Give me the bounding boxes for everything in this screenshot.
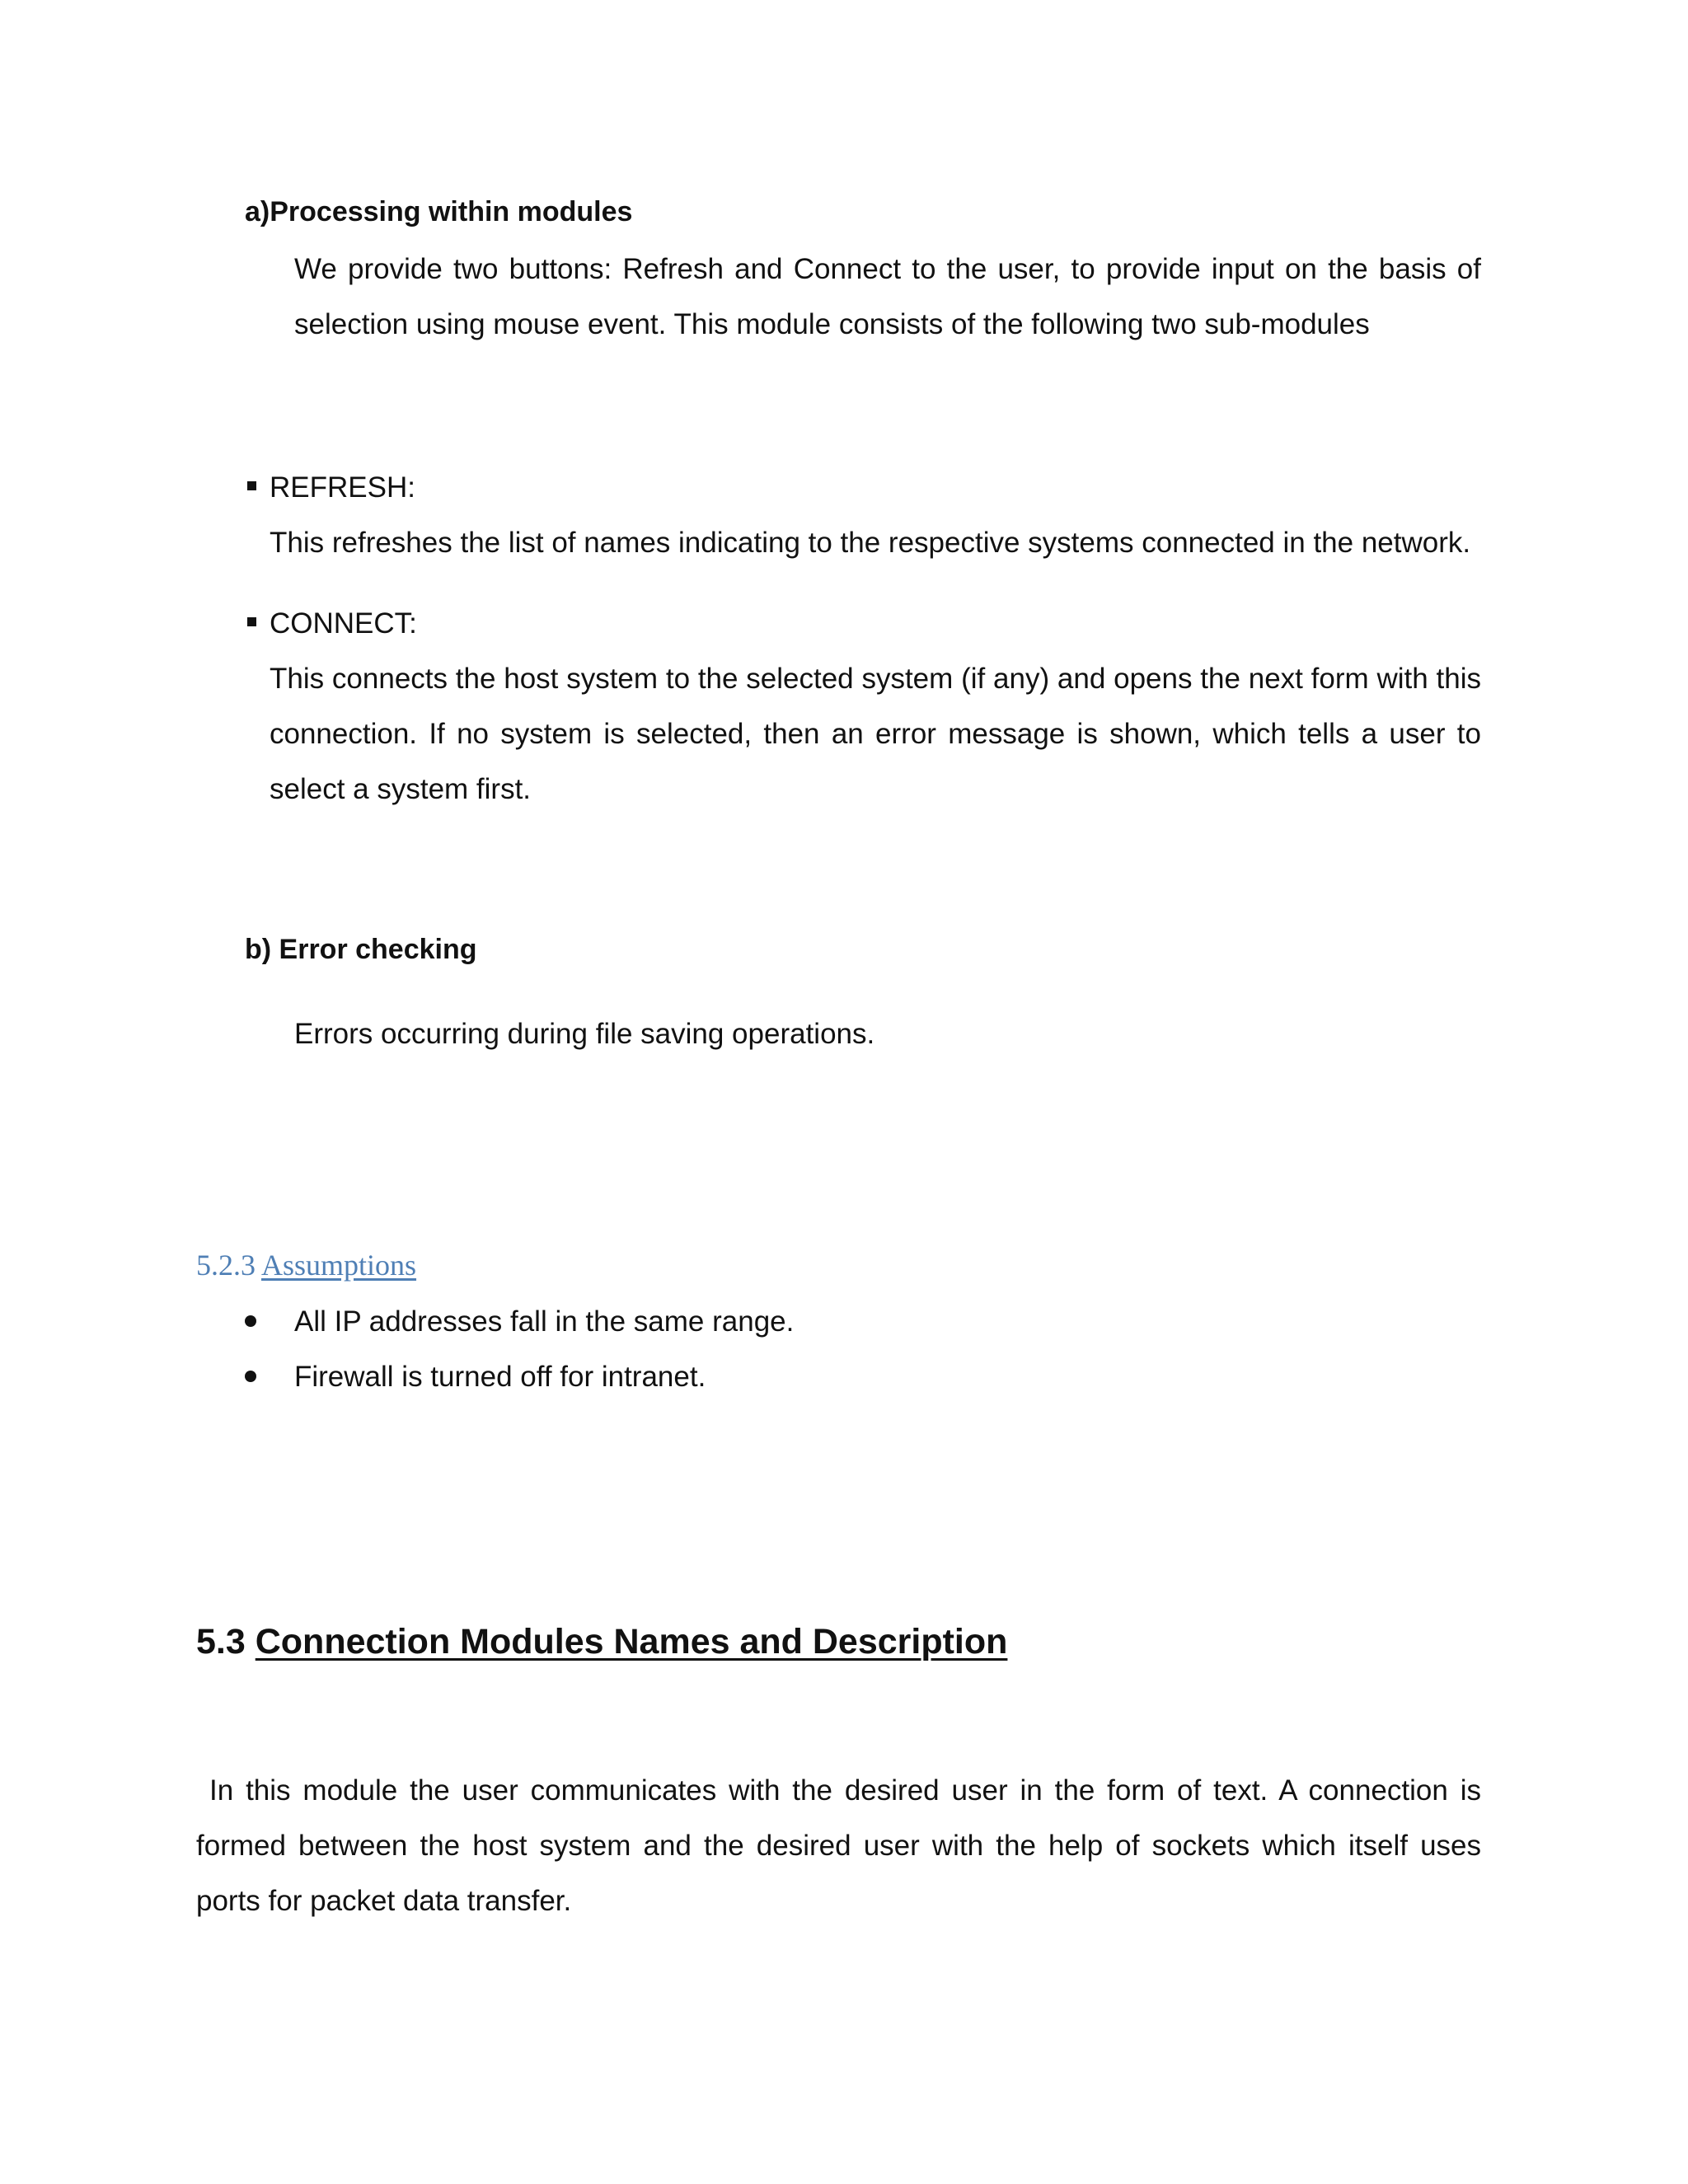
- bullet-icon: [245, 1371, 256, 1382]
- square-bullet-icon: [247, 481, 256, 490]
- assumptions-title: Assumptions: [261, 1249, 417, 1282]
- section-53-paragraph: In this module the user communicates with the desired user in the form of text. A connection is formed between the host system and the desired user with the help of sockets which itself uses ports for packet data transfer.: [196, 1774, 1481, 1917]
- submodule-refresh-description: This refreshes the list of names indicating to the respective systems connected in the network.: [270, 527, 1471, 559]
- section-a-paragraph: We provide two buttons: Refresh and Connect to the user, to provide input on the basis of selection using mouse event. This module consists of the following two sub-modules: [294, 253, 1481, 340]
- submodule-connect-description: This connects the host system to the selected system (if any) and opens the next form with this connection. If no system is selected, then an error message is shown, which tells a user to select a system first.: [270, 663, 1481, 805]
- section-b-paragraph: Errors occurring during file saving operations.: [294, 1018, 875, 1050]
- section-53-number: 5.3: [196, 1622, 246, 1661]
- assumption-item: All IP addresses fall in the same range.: [294, 1305, 795, 1338]
- submodule-connect-label: CONNECT:: [270, 607, 417, 640]
- assumptions-number: 5.2.3: [196, 1249, 256, 1282]
- square-bullet-icon: [247, 617, 256, 626]
- bullet-icon: [245, 1315, 256, 1327]
- section-53-heading: [196, 1622, 1007, 1662]
- section-53-title: Connection Modules Names and Description: [255, 1622, 1008, 1661]
- assumption-item: Firewall is turned off for intranet.: [294, 1361, 706, 1393]
- section-a-heading: a)Processing within modules: [245, 196, 633, 227]
- assumptions-heading: [196, 1248, 416, 1282]
- section-b-heading: b) Error checking: [245, 934, 477, 965]
- submodule-refresh-label: REFRESH:: [270, 471, 415, 504]
